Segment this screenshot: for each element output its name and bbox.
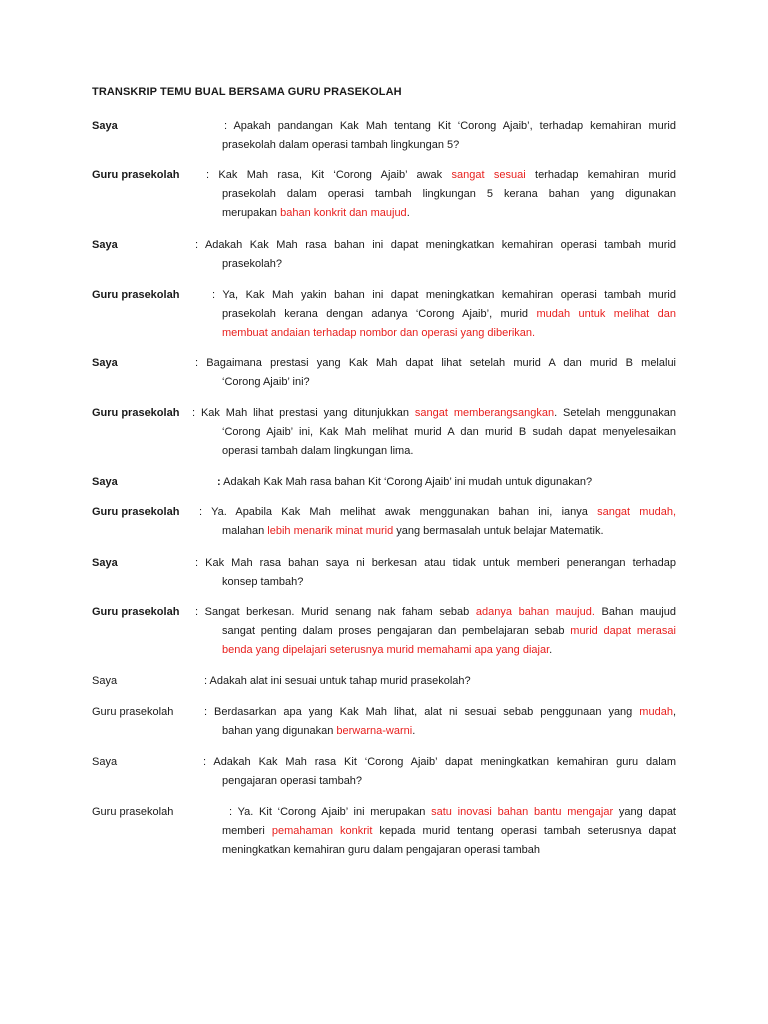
utterance-continuation xyxy=(222,822,676,860)
speaker-label: Saya xyxy=(92,557,118,569)
utterance-first-line xyxy=(192,404,676,423)
speaker-label: Guru prasekolah xyxy=(92,506,180,518)
utterance-first-line xyxy=(195,354,676,373)
speaker-label: Guru prasekolah xyxy=(92,806,174,818)
utterance-first-line xyxy=(224,117,676,136)
utterance-line xyxy=(222,373,676,392)
text-segment: merupakan xyxy=(222,207,281,219)
highlighted-text: adanya bahan maujud. xyxy=(475,606,595,618)
speaker-label: Saya xyxy=(92,120,118,132)
utterance-first-line xyxy=(204,703,676,722)
highlighted-text: murid dapat merasai xyxy=(570,625,676,637)
speaker-label: Saya xyxy=(92,756,118,768)
text-segment: prasekolah dalam operasi tambah lingkungan 5 kerana bahan yang digunakan xyxy=(222,188,676,200)
utterance-line xyxy=(222,772,676,791)
speaker-label: Guru prasekolah xyxy=(92,606,180,618)
utterance-line xyxy=(222,822,676,841)
document-title: TRANSKRIP TEMU BUAL BERSAMA GURU PRASEKOLAH xyxy=(92,86,402,98)
text-segment: . xyxy=(549,644,553,656)
utterance-first-line xyxy=(212,286,676,305)
text-segment: operasi tambah dalam lingkungan lima. xyxy=(222,445,414,457)
utterance-first-line xyxy=(195,554,676,573)
utterance-continuation xyxy=(222,255,676,274)
colon-mark: : xyxy=(217,476,221,488)
utterance-line xyxy=(222,622,676,641)
text-segment: pengajaran operasi tambah? xyxy=(222,775,363,787)
highlighted-text: sangat memberangsangkan xyxy=(414,407,555,419)
speaker-label: Saya xyxy=(92,675,118,687)
utterance-line xyxy=(222,573,676,592)
highlighted-text: membuat andaian terhadap nombor dan operasi yang diberikan. xyxy=(222,327,536,339)
highlighted-text: mudah xyxy=(639,706,673,718)
utterance-first-line xyxy=(217,473,676,492)
text-segment: , xyxy=(672,706,676,718)
utterance-continuation xyxy=(222,305,676,343)
text-segment: sangat penting dalam proses pengajaran dan pembelajaran sebab xyxy=(222,625,571,637)
text-segment: prasekolah kerana dengan adanya ‘Corong Ajaib’, murid xyxy=(222,308,537,320)
utterance-line xyxy=(222,136,676,155)
highlighted-text: lebih menarik minat murid xyxy=(267,525,394,537)
highlighted-text: mudah untuk melihat dan xyxy=(536,308,676,320)
utterance-first-line xyxy=(204,672,676,691)
text-segment: . xyxy=(412,725,416,737)
utterance-line xyxy=(222,324,676,343)
utterance-line xyxy=(222,423,676,442)
utterance-line xyxy=(222,255,676,274)
text-segment: : Sangat berkesan. Murid senang nak faham sebab xyxy=(195,606,476,618)
speaker-label: Guru prasekolah xyxy=(92,289,180,301)
utterance-line xyxy=(222,522,676,541)
utterance-continuation xyxy=(222,373,676,392)
utterance-first-line xyxy=(199,503,676,522)
text-segment: : Kak Mah rasa bahan saya ni berkesan atau tidak untuk memberi penerangan terhadap xyxy=(195,557,676,569)
utterance-first-line xyxy=(203,753,676,772)
text-segment: : Ya. Apabila Kak Mah melihat awak menggunakan bahan ini, ianya xyxy=(199,506,598,518)
utterance-line xyxy=(222,305,676,324)
text-segment: : Berdasarkan apa yang Kak Mah lihat, alat ni sesuai sebab penggunaan yang xyxy=(204,706,640,718)
text-segment: Adakah Kak Mah rasa bahan Kit ‘Corong Ajaib’ ini mudah untuk digunakan? xyxy=(220,476,593,488)
utterance-line xyxy=(222,641,676,660)
text-segment: : Kak Mah lihat prestasi yang ditunjukkan xyxy=(192,407,415,419)
utterance-first-line xyxy=(195,236,676,255)
text-segment: konsep tambah? xyxy=(222,576,304,588)
utterance-line xyxy=(222,722,676,741)
utterance-first-line xyxy=(206,166,676,185)
text-segment: : Apakah pandangan Kak Mah tentang Kit ‘Corong Ajaib’, terhadap kemahiran murid xyxy=(224,120,676,132)
highlighted-text: sangat sesuai xyxy=(451,169,526,181)
utterance-continuation xyxy=(222,622,676,660)
utterance-continuation xyxy=(222,522,676,541)
speaker-label: Saya xyxy=(92,476,118,488)
highlighted-text: bahan konkrit dan maujud xyxy=(280,207,407,219)
utterance-line xyxy=(222,442,676,461)
utterance-line xyxy=(222,185,676,204)
speaker-label: Guru prasekolah xyxy=(92,169,180,181)
text-segment: : Adakah alat ini sesuai untuk tahap murid prasekolah? xyxy=(204,675,471,687)
text-segment: : Adakah Kak Mah rasa Kit ‘Corong Ajaib’ dapat meningkatkan kemahiran guru dalam xyxy=(203,756,676,768)
utterance-continuation xyxy=(222,772,676,791)
text-segment: memberi xyxy=(222,825,272,837)
utterance-first-line xyxy=(229,803,676,822)
utterance-continuation xyxy=(222,136,676,155)
text-segment: terhadap kemahiran murid xyxy=(525,169,676,181)
text-segment: prasekolah? xyxy=(222,258,282,270)
highlighted-text: benda yang dipelajari seterusnya murid memahami apa yang diajar xyxy=(222,644,550,656)
highlighted-text: pemahaman konkrit xyxy=(271,825,373,837)
utterance-continuation xyxy=(222,423,676,461)
text-segment: yang dapat xyxy=(613,806,676,818)
text-segment: ‘Corong Ajaib’ ini? xyxy=(222,376,310,388)
highlighted-text: satu inovasi bahan bantu mengajar xyxy=(431,806,614,818)
utterance-continuation xyxy=(222,185,676,223)
text-segment: : Ya. Kit ‘Corong Ajaib’ ini merupakan xyxy=(229,806,432,818)
speaker-label: Saya xyxy=(92,239,118,251)
text-segment: . Setelah menggunakan xyxy=(554,407,676,419)
utterance-line xyxy=(222,841,676,860)
text-segment: : Bagaimana prestasi yang Kak Mah dapat lihat setelah murid A dan murid B melalui xyxy=(195,357,676,369)
text-segment: Bahan maujud xyxy=(594,606,676,618)
text-segment: prasekolah dalam operasi tambah lingkungan 5? xyxy=(222,139,460,151)
text-segment: : Adakah Kak Mah rasa bahan ini dapat meningkatkan kemahiran operasi tambah murid xyxy=(195,239,676,251)
utterance-first-line xyxy=(195,603,676,622)
text-segment: yang bermasalah untuk belajar Matematik. xyxy=(393,525,604,537)
text-segment: : Ya, Kak Mah yakin bahan ini dapat meningkatkan kemahiran operasi tambah murid xyxy=(212,289,676,301)
text-segment: . xyxy=(406,207,410,219)
highlighted-text: sangat mudah, xyxy=(597,506,677,518)
utterance-continuation xyxy=(222,722,676,741)
text-segment: meningkatkan kemahiran guru dalam pengajaran operasi tambah xyxy=(222,844,540,856)
text-segment: bahan yang digunakan xyxy=(222,725,337,737)
utterance-line xyxy=(222,204,676,223)
text-segment: malahan xyxy=(222,525,268,537)
text-segment: ‘Corong Ajaib’ ini, Kak Mah melihat murid A dan murid B sudah dapat menyelesaikan xyxy=(222,426,676,438)
speaker-label: Guru prasekolah xyxy=(92,407,180,419)
text-segment: kepada murid tentang operasi tambah seterusnya dapat xyxy=(372,825,676,837)
highlighted-text: berwarna-warni xyxy=(336,725,413,737)
speaker-label: Saya xyxy=(92,357,118,369)
speaker-label: Guru prasekolah xyxy=(92,706,174,718)
text-segment: : Kak Mah rasa, Kit ‘Corong Ajaib’ awak xyxy=(206,169,452,181)
utterance-continuation xyxy=(222,573,676,592)
